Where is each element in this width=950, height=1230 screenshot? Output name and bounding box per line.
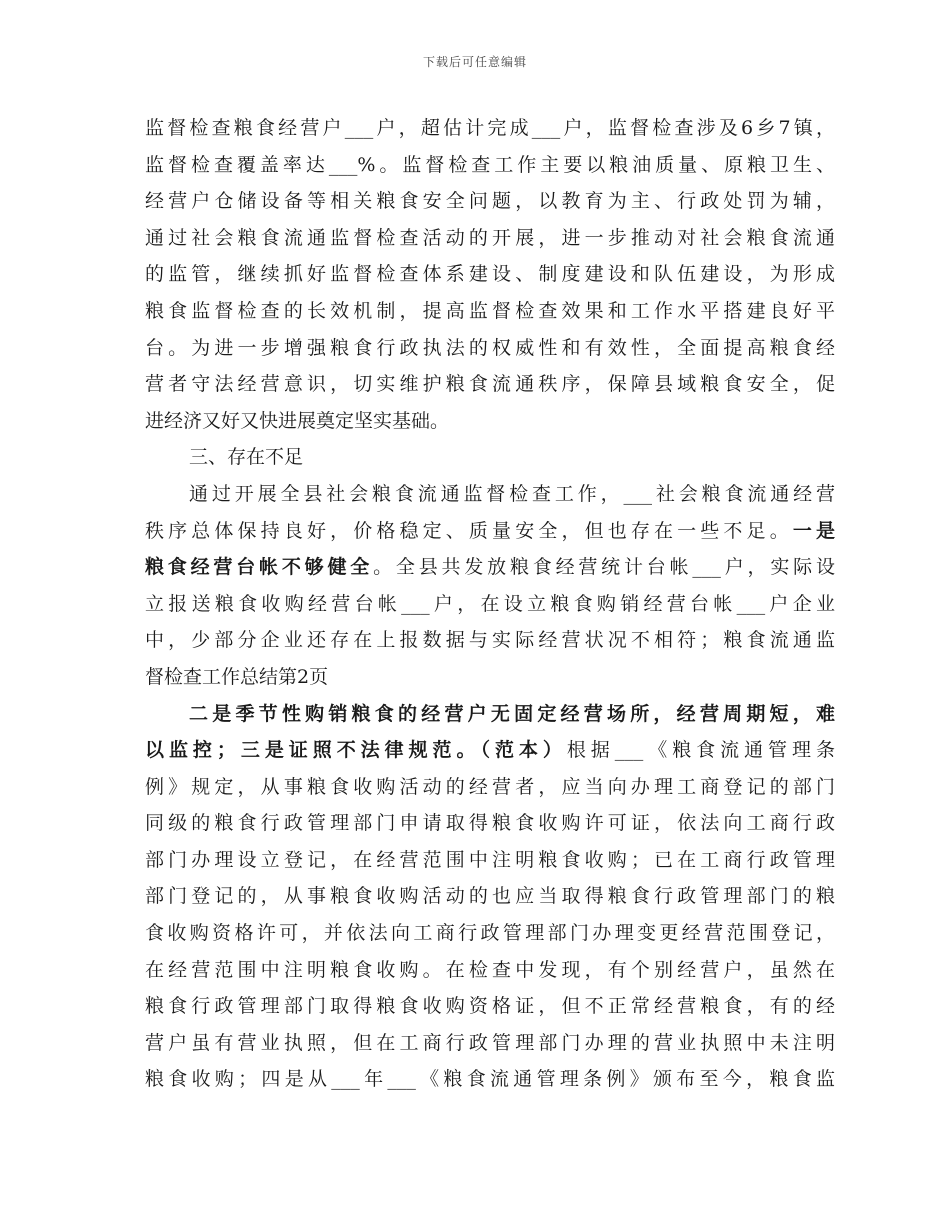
body-line: 通过开展全县社会粮食流通监督检查工作，___社会粮食流通经营 xyxy=(189,482,835,505)
document-body xyxy=(145,110,835,1098)
body-line xyxy=(145,732,835,769)
point-three-title: 以监控；三是证照不法律规范。（范本） xyxy=(145,739,567,762)
body-line xyxy=(145,513,835,550)
body-line: 监督检查覆盖率达___%。监督检查工作主要以粮油质量、原粮卫生、 xyxy=(145,153,835,176)
body-line: 进经济又好又快进展奠定坚实基础。 xyxy=(145,409,450,432)
body-line: 通过社会粮食流通监督检查活动的开展，进一步推动对社会粮食流通 xyxy=(145,226,835,249)
body-line: 中，少部分企业还存在上报数据与实际经营状况不相符；粮食流通监 xyxy=(145,629,835,652)
body-line: 部门办理设立登记，在经营范围中注明粮食收购；已在工商行政管理 xyxy=(145,848,835,871)
body-line: 粮食监督检查的长效机制，提高监督检查效果和工作水平搭建良好平 xyxy=(145,299,835,322)
point-one-label: 一是 xyxy=(792,519,835,542)
body-line: 营户虽有营业执照，但在工商行政管理部门办理的营业执照中未注明 xyxy=(145,1031,835,1054)
body-line: 台。为进一步增强粮食行政执法的权威性和有效性，全面提高粮食经 xyxy=(145,336,835,359)
point-one-title: 粮食经营台帐不够健全 xyxy=(145,556,374,579)
body-line: 的监管，继续抓好监督检查体系建设、制度建设和队伍建设，为形成 xyxy=(145,263,835,286)
body-line xyxy=(145,549,835,586)
body-text: 秩序总体保持良好，价格稳定、质量安全，但也存在一些不足。 xyxy=(145,519,793,542)
body-line: 粮食收购；四是从___年___《粮食流通管理条例》颁布至今，粮食监 xyxy=(145,1068,835,1091)
body-line: 经营户仓储设备等相关粮食安全问题，以教育为主、行政处罚为辅， xyxy=(145,190,835,213)
body-text: 根据___《粮食流通管理条 xyxy=(566,739,835,762)
body-line: 在经营范围中注明粮食收购。在检查中发现，有个别经营户，虽然在 xyxy=(145,958,835,981)
body-line-bold: 二是季节性购销粮食的经营户无固定经营场所，经营周期短，难 xyxy=(189,702,835,725)
body-line: 例》规定，从事粮食收购活动的经营者，应当向办理工商登记的部门 xyxy=(145,775,835,798)
download-note: 下载后可任意编辑 xyxy=(422,55,527,69)
body-line: 食收购资格许可，并依法向工商行政管理部门办理变更经营范围登记， xyxy=(145,922,835,945)
body-line: 同级的粮食行政管理部门申请取得粮食收购许可证，依法向工商行政 xyxy=(145,812,835,835)
section-heading: 三、存在不足 xyxy=(189,446,304,469)
body-text: 。全县共发放粮食经营统计台帐___户，实际设 xyxy=(373,556,835,579)
body-line: 立报送粮食收购经营台帐___户，在设立粮食购销经营台帐___户企业 xyxy=(145,592,835,615)
body-line: 营者守法经营意识，切实维护粮食流通秩序，保障县域粮食安全，促 xyxy=(145,373,835,396)
body-line: 粮食行政管理部门取得粮食收购资格证，但不正常经营粮食，有的经 xyxy=(145,995,835,1018)
body-line: 部门登记的，从事粮食收购活动的也应当取得粮食行政管理部门的粮 xyxy=(145,885,835,908)
page-footer-text: 督检查工作总结第2页 xyxy=(145,665,329,688)
body-line: 监督检查粮食经营户___户，超估计完成___户，监督检查涉及6乡7镇， xyxy=(145,117,835,139)
